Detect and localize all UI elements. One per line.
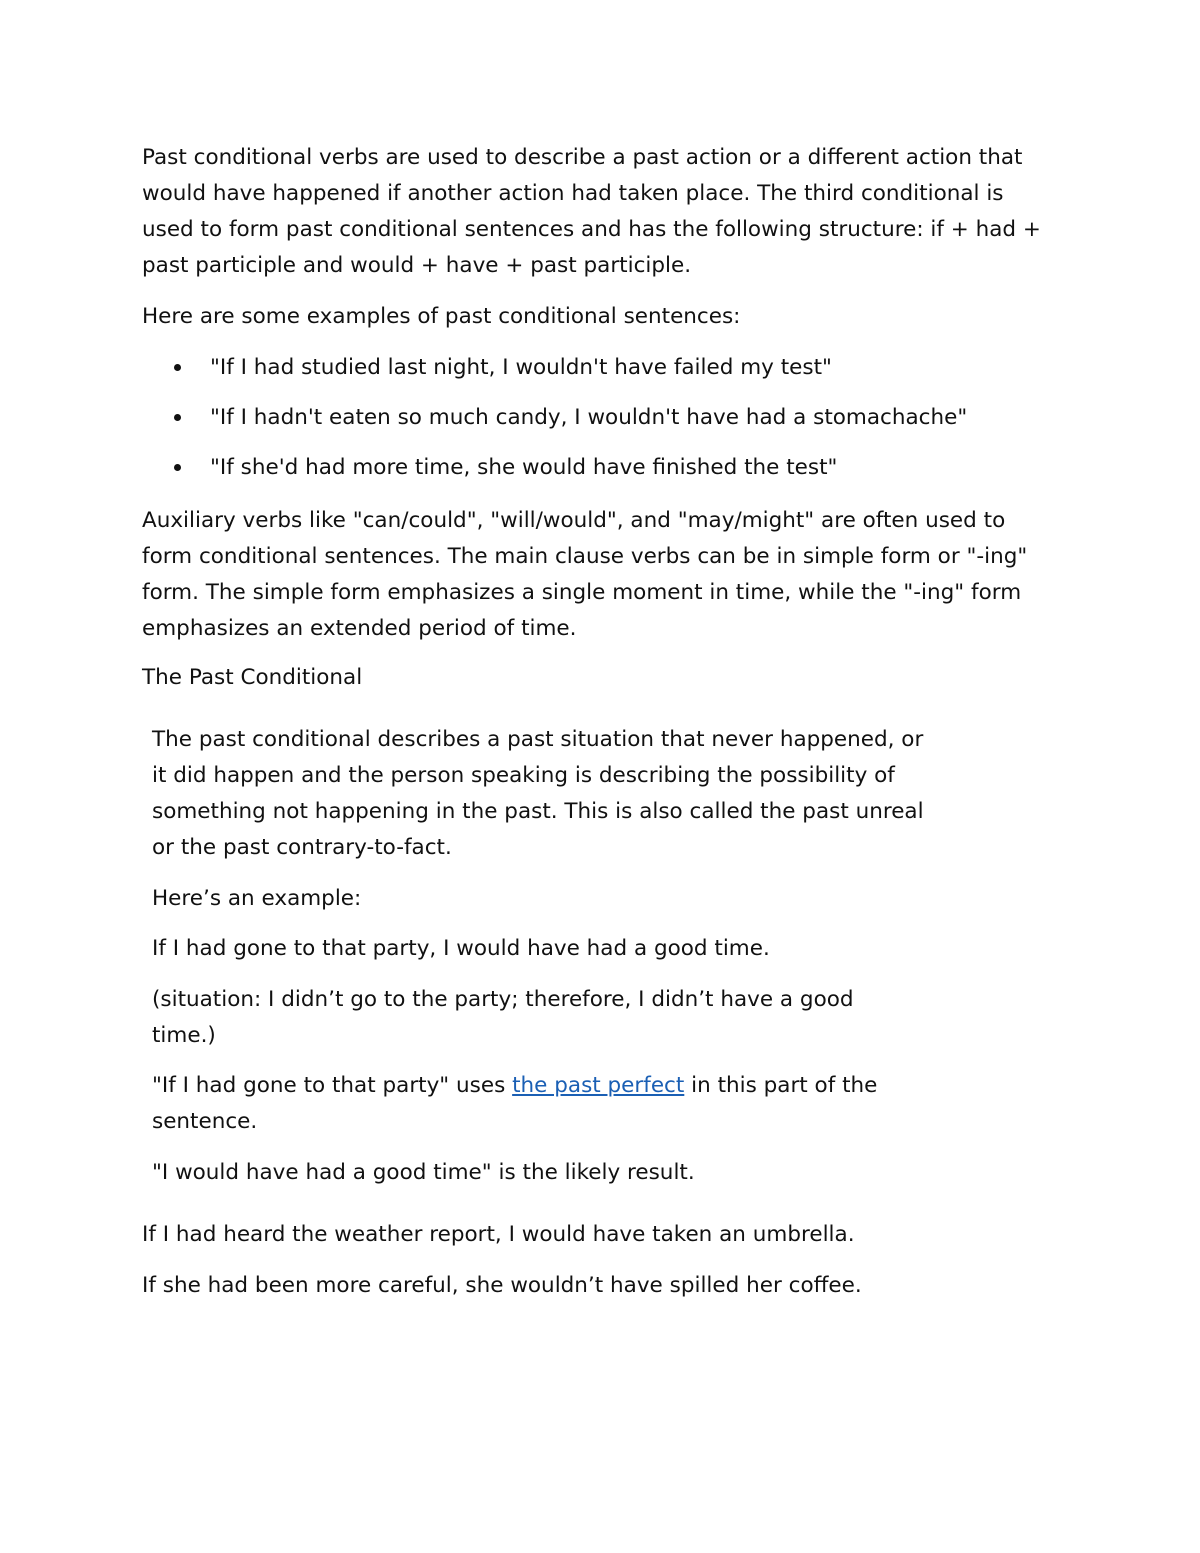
examples-intro: Here are some examples of past conditional sentences: (142, 304, 741, 329)
list-item (142, 450, 1042, 500)
past-perfect-suffix: in this part of the (684, 1073, 878, 1098)
intro-line: Past conditional verbs are used to describe a past action or a different action that (142, 145, 1023, 170)
situation-line: (situation: I didn’t go to the party; therefore, I didn’t have a good (152, 987, 854, 1012)
example-label: Here’s an example: (152, 886, 362, 911)
past-perfect-note (152, 1068, 952, 1140)
likely-result: "I would have had a good time" is the likely result. (152, 1160, 695, 1185)
auxiliary-line: form conditional sentences. The main clause verbs can be in simple form or "-ing" (142, 544, 1028, 569)
past-perfect-link[interactable]: the past perfect (512, 1073, 685, 1098)
description-line: it did happen and the person speaking is describing the possibility of (152, 763, 895, 788)
section-title: The Past Conditional (142, 665, 363, 690)
bullet-icon (174, 414, 181, 421)
more-example: If she had been more careful, she wouldn’t have spilled her coffee. (142, 1273, 862, 1298)
auxiliary-line: emphasizes an extended period of time. (142, 616, 577, 641)
past-perfect-line2: sentence. (152, 1109, 258, 1134)
bullet-icon (174, 364, 181, 371)
intro-paragraph (142, 140, 1072, 284)
situation-note (152, 982, 952, 1054)
auxiliary-line: form. The simple form emphasizes a single moment in time, while the "-ing" form (142, 580, 1022, 605)
examples-list (142, 350, 1042, 500)
auxiliary-paragraph (142, 503, 1072, 647)
list-item (142, 350, 1042, 400)
example-text: "If she'd had more time, she would have finished the test" (210, 455, 838, 480)
intro-line: used to form past conditional sentences and has the following structure: if + had + (142, 217, 1041, 242)
intro-line: would have happened if another action had taken place. The third conditional is (142, 181, 1004, 206)
auxiliary-line: Auxiliary verbs like "can/could", "will/would", and "may/might" are often used to (142, 508, 1006, 533)
example-sentence: If I had gone to that party, I would have had a good time. (152, 936, 770, 961)
description-line: something not happening in the past. This is also called the past unreal (152, 799, 924, 824)
description-line: or the past contrary-to-fact. (152, 835, 452, 860)
intro-line: past participle and would + have + past participle. (142, 253, 692, 278)
quoted-description (152, 722, 952, 866)
past-perfect-prefix: "If I had gone to that party" uses (152, 1073, 513, 1098)
past-perfect-line (152, 1068, 952, 1104)
description-line: The past conditional describes a past situation that never happened, or (152, 727, 924, 752)
example-text: "If I hadn't eaten so much candy, I wouldn't have had a stomachache" (210, 405, 968, 430)
more-example: If I had heard the weather report, I would have taken an umbrella. (142, 1222, 855, 1247)
bullet-icon (174, 464, 181, 471)
list-item (142, 400, 1042, 450)
situation-line: time.) (152, 1023, 216, 1048)
example-text: "If I had studied last night, I wouldn't have failed my test" (210, 355, 832, 380)
